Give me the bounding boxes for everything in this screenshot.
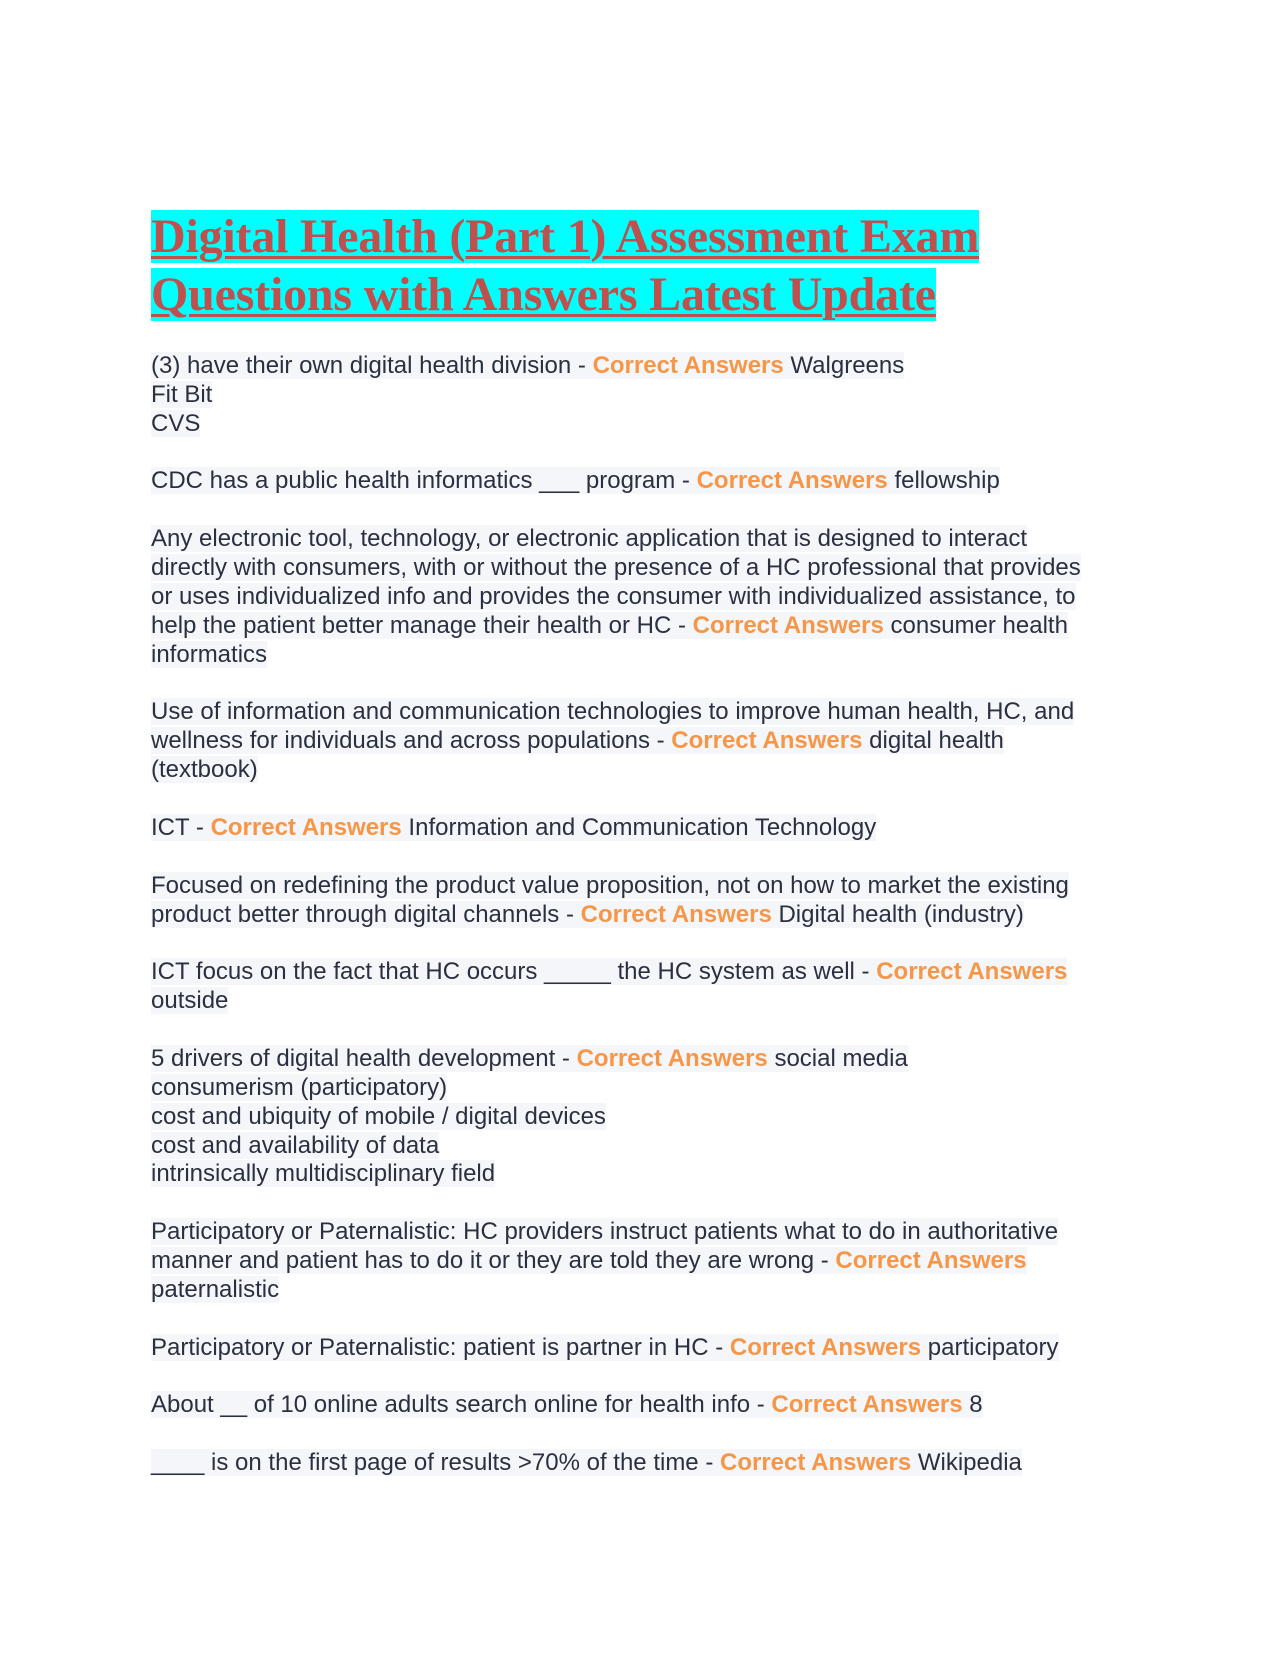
answer-text: outside [151,987,229,1015]
correct-answers-label: Correct Answers [671,727,863,755]
answer-text: intrinsically multidisciplinary field [151,1160,496,1188]
document-page [151,208,1151,1507]
qa-item [151,698,1151,785]
question-text: ____ is on the first page of results >70% of the time - [151,1449,720,1477]
question-text: Participatory or Paternalistic: patient is partner in HC - [151,1333,730,1361]
correct-answers-label: Correct Answers [876,958,1068,986]
qa-item [151,958,1151,1016]
question-text: Participatory or Paternalistic: HC providers instruct patients what to do in authoritative [151,1218,1059,1246]
correct-answers-label: Correct Answers [692,611,884,639]
answer-text: CVS [151,409,201,437]
qa-item [151,1449,1151,1478]
correct-answers-label: Correct Answers [576,1044,768,1072]
question-text: Focused on redefining the product value proposition, not on how to market the existing [151,871,1069,899]
answer-text: cost and availability of data [151,1131,440,1159]
qa-list [151,352,1151,1478]
answer-text: consumerism (participatory) [151,1073,448,1101]
answer-text: Digital health (industry) [778,900,1024,928]
question-text: wellness for individuals and across populations - [151,727,672,755]
qa-item [151,1045,1151,1189]
correct-answers-label: Correct Answers [729,1333,922,1361]
answer-text: digital health [869,727,1004,755]
question-text: Any electronic tool, technology, or electronic application that is designed to interact [151,525,1028,553]
question-text: Use of information and communication technologies to improve human health, HC, and [151,698,1075,726]
qa-item [151,352,1151,439]
qa-item [151,1334,1151,1363]
correct-answers-label: Correct Answers [835,1247,1027,1274]
answer-text: (textbook) [151,756,258,784]
question-text: or uses individualized info and provides the consumer with individualized assistance, to [151,582,1076,610]
correct-answers-label: Correct Answers [719,1449,912,1477]
question-text: ICT - [151,813,211,841]
answer-text: social media [774,1044,908,1072]
answer-text: 8 [969,1391,983,1419]
answer-text: Information and Communication Technology [408,813,877,841]
qa-item [151,525,1151,669]
answer-text: paternalistic [151,1275,280,1303]
question-text: manner and patient has to do it or they are told they are wrong - [151,1247,836,1274]
answer-text: consumer health [890,611,1068,639]
correct-answers-label: Correct Answers [592,352,784,379]
correct-answers-label: Correct Answers [696,467,888,495]
qa-item [151,872,1151,930]
correct-answers-label: Correct Answers [580,900,772,928]
question-text: directly with consumers, with or without the presence of a HC professional that provides [151,554,1081,582]
answer-text: Walgreens [790,352,905,379]
answer-text: informatics [151,640,268,668]
question-text: 5 drivers of digital health development - [151,1044,577,1072]
qa-item [151,814,1151,843]
correct-answers-label: Correct Answers [771,1391,963,1419]
question-text: (3) have their own digital health division - [151,352,593,379]
qa-item [151,1218,1151,1305]
answer-text: cost and ubiquity of mobile / digital devices [151,1102,606,1130]
document-title [151,208,1151,323]
question-text: About __ of 10 online adults search online for health info - [151,1391,772,1419]
title-line-1: Digital Health (Part 1) Assessment Exam [151,210,980,263]
question-text: help the patient better manage their health or HC - [151,611,693,639]
question-text: CDC has a public health informatics ___ program - [151,467,697,495]
title-line-2: Questions with Answers Latest Update [151,267,936,321]
question-text: ICT focus on the fact that HC occurs _____ the HC system as well - [151,958,877,986]
qa-item [151,467,1151,496]
qa-item [151,1391,1151,1420]
answer-text: Fit Bit [151,380,213,408]
answer-text: Wikipedia [917,1449,1022,1477]
correct-answers-label: Correct Answers [210,813,402,841]
answer-text: fellowship [894,467,1000,495]
answer-text: participatory [927,1333,1059,1361]
question-text: product better through digital channels - [151,900,581,928]
